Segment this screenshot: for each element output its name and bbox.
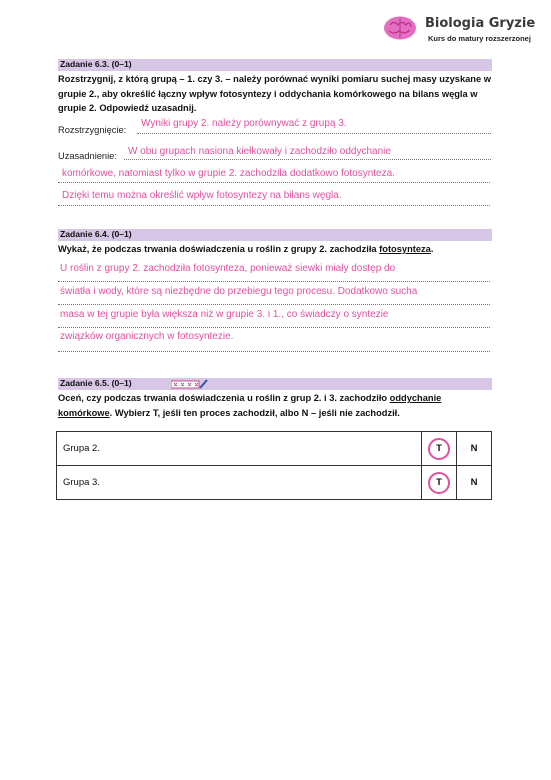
justification-line-2: komórkowe, natomiast tylko w grupie 2. zachodziła dodatkowo fotosynteza. bbox=[62, 168, 395, 179]
task-6-4-answer-line-2: światła i wody, które są niezbędne do przebiegu tego procesu. Dodatkowo sucha bbox=[60, 286, 418, 297]
answer-line bbox=[58, 327, 490, 328]
task-6-4-answer-line-1: U roślin z grupy 2. zachodziła fotosynteza, ponieważ siewki miały dostęp do bbox=[60, 263, 396, 274]
brand-subtitle: Kurs do matury rozszerzonej bbox=[428, 34, 531, 43]
answer-line bbox=[124, 159, 491, 160]
table-row bbox=[57, 466, 492, 500]
underlined-term: fotosynteza bbox=[379, 244, 431, 254]
task-6-3-question: Rozstrzygnij, z którą grupą – 1. czy 3. – należy porównać wyniki pomiaru suchej masy uzyskane w grupie 2., aby określić łączny wpływ fotosyntezy i oddychania komórkowego na bilans węgla w grupie 2. Odpowiedź uzasadnij. bbox=[58, 74, 491, 113]
brain-icon bbox=[383, 15, 417, 41]
task-6-4-answer-line-3: masa w tej grupie była większa niż w grupie 3. i 1., co świadczy o syntezie bbox=[60, 309, 389, 320]
selected-circle: T bbox=[428, 438, 450, 460]
task-6-4-question: Wykaż, że podczas trwania doświadczenia u roślin z grupy 2. zachodziła fotosynteza. bbox=[58, 244, 434, 254]
answer-line bbox=[58, 182, 490, 183]
table-row bbox=[57, 432, 492, 466]
option-false[interactable]: N bbox=[457, 432, 492, 466]
task-6-4-answer-line-4: związków organicznych w fotosyntezie. bbox=[60, 331, 234, 342]
justification-line-3: Dzięki temu można określić wpływ fotosyntezy na bilans węgla. bbox=[62, 190, 342, 201]
option-true[interactable] bbox=[422, 466, 457, 500]
justification-line-1: W obu grupach nasiona kiełkowały i zachodziło oddychanie bbox=[128, 146, 391, 157]
decision-label: Rozstrzygnięcie: bbox=[58, 125, 127, 135]
answer-line bbox=[58, 205, 490, 206]
answer-line bbox=[58, 281, 490, 282]
answer-line bbox=[137, 133, 491, 134]
task-6-5-title: Zadanie 6.5. (0–1) bbox=[60, 378, 132, 388]
row-label: Grupa 3. bbox=[57, 466, 422, 500]
decision-answer: Wyniki grupy 2. należy porównywać z grupą 3. bbox=[141, 118, 347, 129]
task-6-3-title: Zadanie 6.3. (0–1) bbox=[60, 59, 132, 69]
answer-line bbox=[58, 351, 490, 352]
option-false[interactable]: N bbox=[457, 466, 492, 500]
option-true[interactable] bbox=[422, 432, 457, 466]
pencil-icon bbox=[171, 379, 209, 389]
true-false-table bbox=[56, 431, 492, 500]
selected-circle: T bbox=[428, 472, 450, 494]
task-6-4-title: Zadanie 6.4. (0–1) bbox=[60, 229, 132, 239]
justification-label: Uzasadnienie: bbox=[58, 151, 117, 161]
task-6-5-question: Oceń, czy podczas trwania doświadczenia u roślin z grup 2. i 3. zachodziło oddychanie komórkowe. Wybierz T, jeśli ten proces zachodził, albo N – jeśli nie zachodził. bbox=[58, 393, 442, 418]
brand-title: Biologia Gryzie bbox=[425, 16, 536, 31]
row-label: Grupa 2. bbox=[57, 432, 422, 466]
answer-line bbox=[58, 304, 490, 305]
